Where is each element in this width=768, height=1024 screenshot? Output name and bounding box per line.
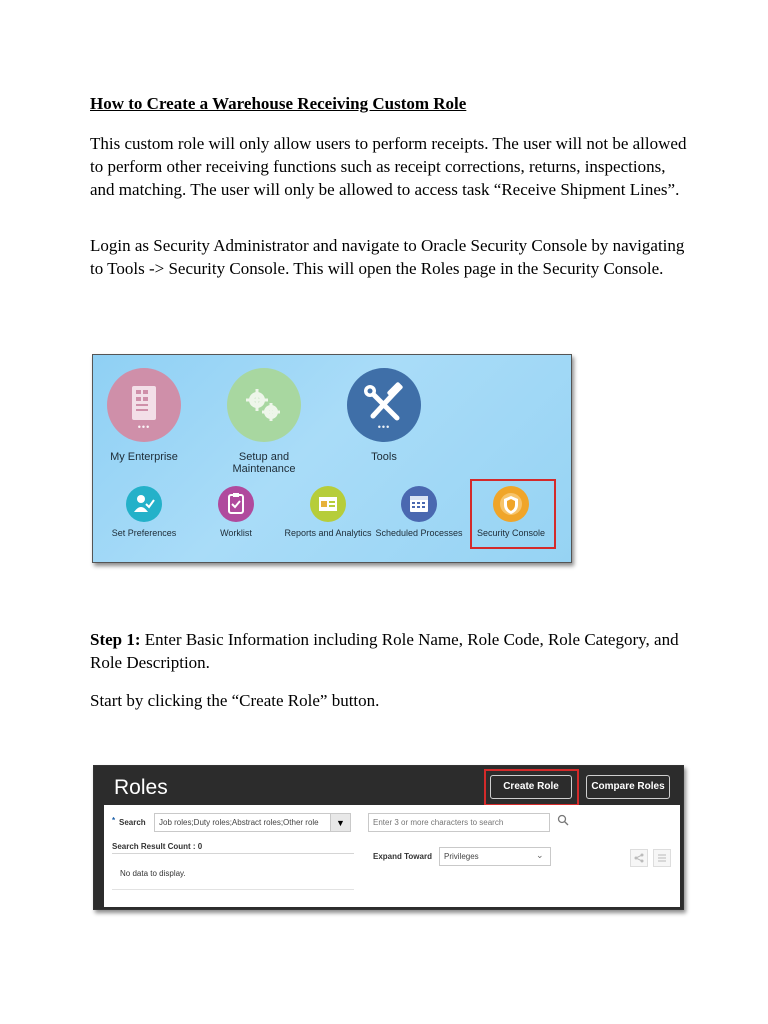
setup-maintenance-label: Setup and Maintenance xyxy=(232,451,296,475)
clipboard-check-icon xyxy=(218,486,254,522)
highlight-box xyxy=(484,769,579,806)
set-preferences-label: Set Preferences xyxy=(111,528,177,538)
step1-text: Enter Basic Information including Role Name, Role Code, Role Category, and Role Description. xyxy=(90,630,679,672)
reports-analytics-tile[interactable] xyxy=(310,486,346,522)
role-type-select[interactable]: Job roles;Duty roles;Abstract roles;Other role xyxy=(154,813,332,832)
calendar-icon xyxy=(401,486,437,522)
scheduled-processes-tile[interactable] xyxy=(401,486,437,522)
divider xyxy=(112,853,354,854)
worklist-label: Worklist xyxy=(220,528,252,538)
step1-paragraph xyxy=(90,628,690,674)
reports-analytics-label: Reports and Analytics xyxy=(284,528,372,538)
set-preferences-tile[interactable] xyxy=(126,486,162,522)
search-input[interactable] xyxy=(368,813,550,832)
result-count: Search Result Count : 0 xyxy=(112,842,203,851)
expand-toward-select[interactable]: Privileges xyxy=(439,847,551,866)
expand-toward-label: Expand Toward xyxy=(373,852,432,861)
list-icon[interactable] xyxy=(653,849,671,867)
chevron-down-icon[interactable]: ▼ xyxy=(330,813,351,832)
highlight-box xyxy=(470,479,556,549)
roles-page-screenshot xyxy=(93,765,684,910)
page-title: Roles xyxy=(114,776,168,799)
search-panel xyxy=(104,805,680,907)
intro-paragraph: This custom role will only allow users to perform receipts. The user will not be allowed to perform other receiving functions such as receipt corrections, returns, inspections, and matching. The user will only be allowed to access task “Receive Shipment Lines”. xyxy=(90,134,687,199)
more-dots: ••• xyxy=(377,422,391,432)
login-paragraph: Login as Security Administrator and navigate to Oracle Security Console by navigating to Tools -> Security Console. This will open the Roles page in the Security Console. xyxy=(90,236,685,278)
share-icon[interactable] xyxy=(630,849,648,867)
chart-icon xyxy=(310,486,346,522)
scheduled-processes-label: Scheduled Processes xyxy=(375,528,463,538)
no-data-text: No data to display. xyxy=(120,869,186,878)
compare-roles-button[interactable]: Compare Roles xyxy=(586,775,670,799)
setup-maintenance-tile[interactable] xyxy=(227,368,301,442)
tools-label: Tools xyxy=(371,451,397,463)
start-paragraph: Start by clicking the “Create Role” button. xyxy=(90,691,380,710)
step1-label: Step 1: xyxy=(90,630,141,649)
person-check-icon xyxy=(126,486,162,522)
search-icon[interactable] xyxy=(557,814,569,826)
springboard-screenshot xyxy=(92,354,572,563)
security-console-label: Security Console xyxy=(476,528,546,538)
more-dots: ••• xyxy=(137,422,151,432)
required-marker: * xyxy=(112,816,116,825)
worklist-tile[interactable] xyxy=(218,486,254,522)
search-label: Search xyxy=(119,818,146,827)
gears-icon xyxy=(227,368,301,442)
my-enterprise-label: My Enterprise xyxy=(110,451,178,463)
my-enterprise-tile[interactable] xyxy=(107,368,181,442)
chevron-down-icon: ⌄ xyxy=(536,850,544,860)
create-role-button[interactable]: Create Role xyxy=(490,775,572,799)
document-title: How to Create a Warehouse Receiving Custom Role xyxy=(90,94,467,113)
divider xyxy=(112,889,354,890)
tools-tile[interactable] xyxy=(347,368,421,442)
